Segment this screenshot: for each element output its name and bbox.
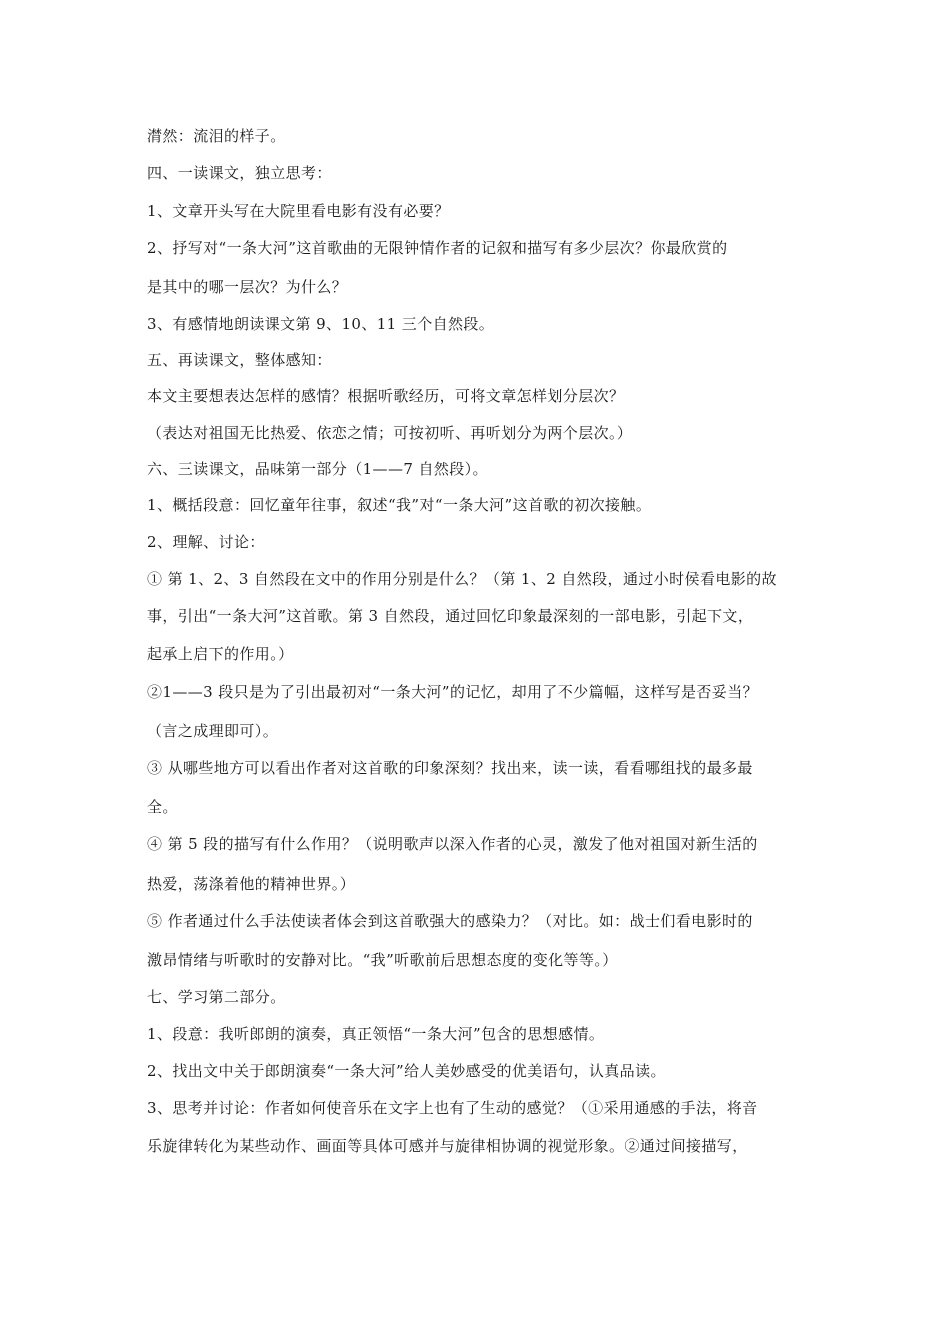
text-line: ②1——3 段只是为了引出最初对“一条大河”的记忆，却用了不少篇幅，这样写是否妥当？ xyxy=(147,683,758,701)
section-heading: 四、一读课文，独立思考： xyxy=(147,164,332,182)
text-line: 2、找出文中关于郎朗演奏“一条大河”给人美妙感受的优美语句，认真品读。 xyxy=(147,1062,666,1080)
section-heading: 七、学习第二部分。 xyxy=(147,988,286,1006)
section-heading: 六、三读课文，品味第一部分（1——7 自然段）。 xyxy=(147,460,488,478)
text-line: 事，引出“一条大河”这首歌。第 3 自然段，通过回忆印象最深刻的一部电影，引起下文， xyxy=(147,607,754,625)
text-line: 激昂情绪与听歌时的安静对比。“我”听歌前后思想态度的变化等等。） xyxy=(147,951,618,969)
text-line: （表达对祖国无比热爱、依恋之情；可按初听、再听划分为两个层次。） xyxy=(147,424,633,442)
text-line: 1、段意：我听郎朗的演奏，真正领悟“一条大河”包含的思想感情。 xyxy=(147,1025,605,1043)
text-line: 本文主要想表达怎样的感情？根据听歌经历，可将文章怎样划分层次？ xyxy=(147,387,625,405)
text-line: 乐旋律转化为某些动作、画面等具体可感并与旋律相协调的视觉形象。②通过间接描写， xyxy=(147,1137,748,1155)
text-line: 起承上启下的作用。） xyxy=(147,645,294,663)
text-line: 是其中的哪一层次？为什么？ xyxy=(147,278,348,296)
text-line: ③ 从哪些地方可以看出作者对这首歌的印象深刻？找出来，读一读，看看哪组找的最多最 xyxy=(147,759,753,777)
text-line: 3、思考并讨论：作者如何使音乐在文字上也有了生动的感觉？（①采用通感的手法，将音 xyxy=(147,1099,758,1117)
text-line: 1、概括段意：回忆童年往事，叙述“我”对“一条大河”这首歌的初次接触。 xyxy=(147,496,652,514)
text-line: 全。 xyxy=(147,798,178,816)
section-heading: 五、再读课文，整体感知： xyxy=(147,351,332,369)
text-line: 潸然：流泪的样子。 xyxy=(147,127,286,145)
text-line: 2、理解、讨论： xyxy=(147,533,265,551)
text-line: 2、抒写对“一条大河”这首歌曲的无限钟情作者的记叙和描写有多少层次？你最欣赏的 xyxy=(147,239,728,257)
text-line: ① 第 1、2、3 自然段在文中的作用分别是什么？（第 1、2 自然段，通过小时侯看电影的故 xyxy=(147,570,777,588)
text-line: ④ 第 5 段的描写有什么作用？（说明歌声以深入作者的心灵，激发了他对祖国对新生活的 xyxy=(147,835,758,853)
text-line: （言之成理即可）。 xyxy=(147,722,279,740)
text-line: 1、文章开头写在大院里看电影有没有必要？ xyxy=(147,202,450,220)
text-line: 3、有感情地朗读课文第 9、10、11 三个自然段。 xyxy=(147,315,495,333)
text-line: ⑤ 作者通过什么手法使读者体会到这首歌强大的感染力？（对比。如：战士们看电影时的 xyxy=(147,912,753,930)
text-line: 热爱，荡涤着他的精神世界。） xyxy=(147,875,356,893)
